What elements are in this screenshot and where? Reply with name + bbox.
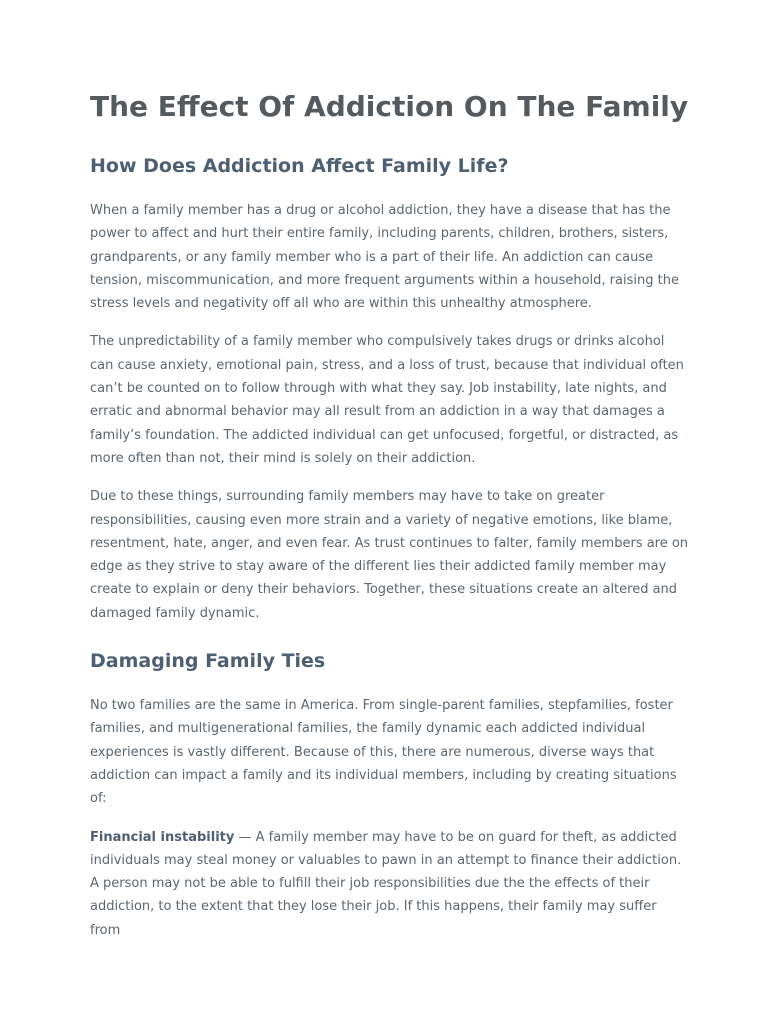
paragraph: No two families are the same in America. From single-parent families, stepfamilies, foster families, and multigenerational families, the family dynamic each addicted individual experiences is vastly different. Because of this, there are numerous, diverse ways that addiction can impact a family and its individual members, including by creating situations of: [90, 698, 677, 807]
page-title: The Effect Of Addiction On The Family [90, 90, 689, 123]
item-lead: Financial instability [90, 829, 235, 845]
paragraph: The unpredictability of a family member who compulsively takes drugs or drinks alcohol can cause anxiety, emotional pain, stress, and a loss of trust, because that individual often can’t be counted on to follow through with what they say. Job instability, late nights, and erratic and abnormal behavior may all result from an addiction in a way that damages a family’s foundation. The addicted individual can get unfocused, forgetful, or distracted, as more often than not, their mind is solely on their addiction. [90, 334, 684, 466]
item-text: — A family member may have to be on guard for theft, as addicted individuals may steal money or valuables to pawn in an attempt to finance their addiction. A person may not be able to fulfill their job responsibilities due the the effects of their addiction, to the extent that they lose their job. If this happens, their family may suffer from [90, 829, 682, 938]
paragraph: When a family member has a drug or alcohol addiction, they have a disease that has the power to affect and hurt their entire family, including parents, children, brothers, sisters, grandparents, or any family member who is a part of their life. An addiction can cause tension, miscommunication, and more frequent arguments within a household, raising the stress levels and negativity off all who are within this unhealthy atmosphere. [90, 203, 679, 312]
document-page [90, 90, 690, 942]
list-item-financial-instability [90, 826, 690, 942]
paragraph: Due to these things, surrounding family members may have to take on greater responsibilities, causing even more strain and a variety of negative emotions, like blame, resentment, hate, anger, and even fear. As trust continues to falter, family members are on edge as they strive to stay aware of the different lies their addicted family member may create to explain or deny their behaviors. Together, these situations create an altered and damaged family dynamic. [90, 489, 689, 621]
section-heading-addiction-family-life: How Does Addiction Affect Family Life? [90, 155, 509, 177]
section-heading-damaging-family-ties: Damaging Family Ties [90, 650, 326, 673]
